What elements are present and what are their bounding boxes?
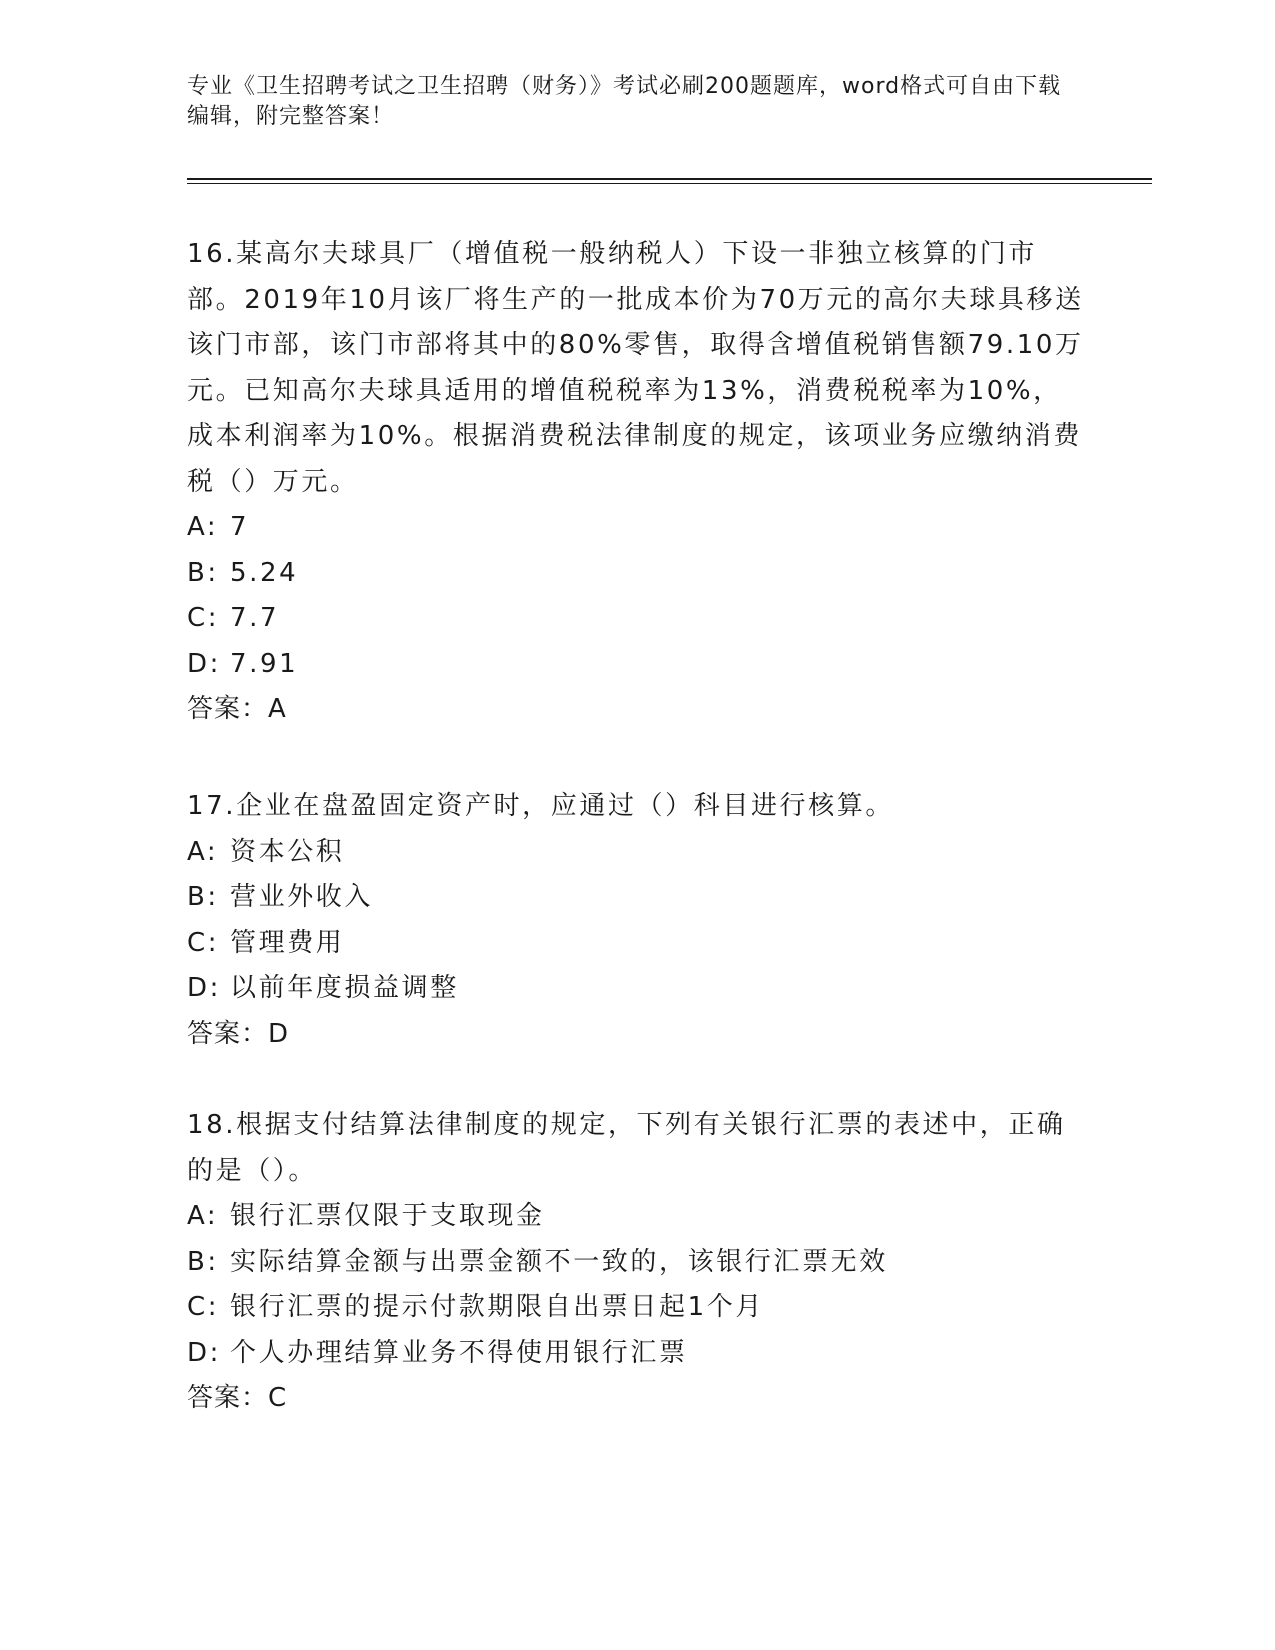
option-b — [187, 875, 1087, 921]
option-letter: D: — [187, 1337, 221, 1368]
option-text: 7.7 — [230, 603, 280, 633]
option-letter: C: — [187, 927, 220, 958]
option-text: 银行汇票的提示付款期限自出票日起1个月 — [230, 1292, 764, 1322]
option-letter: B: — [187, 557, 219, 588]
option-text: 资本公积 — [230, 836, 345, 867]
option-letter: C: — [187, 603, 220, 633]
option-text: 5.24 — [230, 557, 299, 588]
header-divider-thin — [187, 183, 1152, 184]
option-d — [187, 966, 1087, 1012]
option-c — [187, 1285, 1087, 1331]
document-header: 专业《卫生招聘考试之卫生招聘（财务）》考试必刷200题题库，word格式可自由下载编辑，附完整答案！ — [187, 74, 1062, 129]
question-stem: 16.某高尔夫球具厂（增值税一般纳税人）下设一非独立核算的门市部。2019年10月该厂将生产的一批成本价为70万元的高尔夫球具移送该门市部，该门市部将其中的80%零售，取得含增值税销售额79.10万元。已知高尔夫球具适用的增值税税率为13%，消费税税率为10%，成本利润率为10%。根据消费税法律制度的规定，该项业务应缴纳消费税（）万元。 — [187, 239, 1084, 497]
option-text: 7.91 — [230, 648, 299, 679]
option-text: 银行汇票仅限于支取现金 — [230, 1201, 545, 1231]
option-text: 营业外收入 — [230, 882, 374, 912]
option-text: 以前年度损益调整 — [230, 973, 459, 1003]
option-b — [187, 551, 1087, 597]
option-a — [187, 830, 1087, 876]
question-16 — [187, 232, 1087, 733]
option-a — [187, 1194, 1087, 1240]
option-d — [187, 1331, 1087, 1377]
option-text: 实际结算金额与出票金额不一致的，该银行汇票无效 — [230, 1246, 888, 1277]
answer-line: 答案：D — [187, 1018, 290, 1049]
answer-line: 答案：C — [187, 1383, 288, 1413]
question-18 — [187, 1103, 1087, 1422]
option-text: 管理费用 — [230, 927, 345, 958]
option-letter: B: — [187, 1246, 219, 1277]
answer-line: 答案：A — [187, 694, 287, 724]
header-divider-thick — [187, 178, 1152, 180]
option-letter: D: — [187, 973, 221, 1003]
option-b — [187, 1240, 1087, 1286]
option-d — [187, 642, 1087, 688]
option-text: 7 — [230, 512, 250, 542]
option-c — [187, 596, 1087, 642]
option-letter: A: — [187, 836, 219, 867]
question-stem: 17.企业在盘盈固定资产时，应通过（）科目进行核算。 — [187, 791, 894, 821]
question-17 — [187, 784, 1087, 1057]
option-text: 个人办理结算业务不得使用银行汇票 — [230, 1337, 688, 1368]
option-a — [187, 505, 1087, 551]
option-letter: D: — [187, 648, 221, 679]
option-c — [187, 921, 1087, 967]
option-letter: B: — [187, 882, 219, 912]
question-stem: 18.根据支付结算法律制度的规定，下列有关银行汇票的表述中，正确的是（）。 — [187, 1110, 1066, 1186]
option-letter: C: — [187, 1292, 220, 1322]
option-letter: A: — [187, 512, 219, 542]
option-letter: A: — [187, 1201, 219, 1231]
